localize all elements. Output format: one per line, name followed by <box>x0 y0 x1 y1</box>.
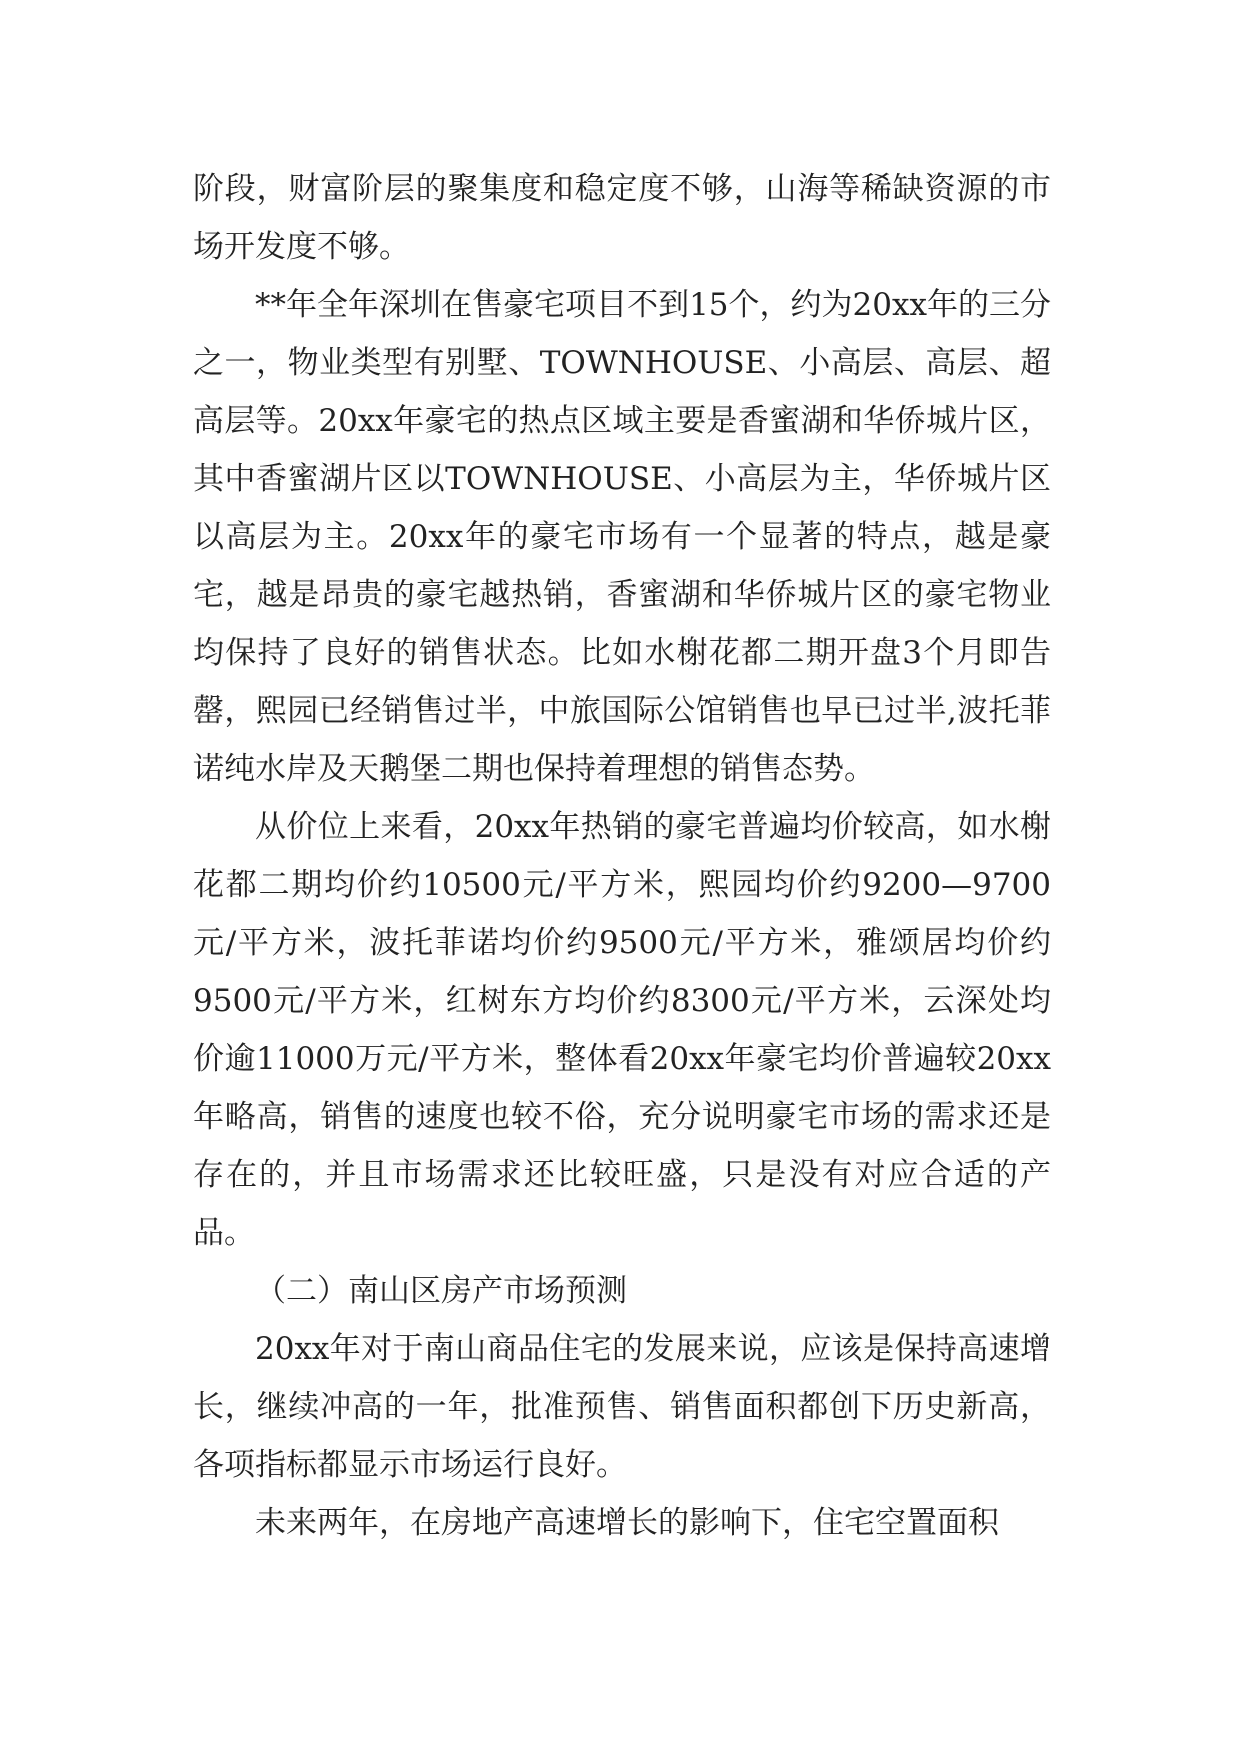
section-heading-nanshan-forecast: （二）南山区房产市场预测 <box>255 1273 627 1309</box>
paragraph-nanshan-growth: 20xx年对于南山商品住宅的发展来说，应该是保持高速增长，继续冲高的一年，批准预售、销售面积都创下历史新高，各项指标都显示市场运行良好。 <box>193 1331 1051 1483</box>
document-body <box>193 160 1051 1552</box>
paragraph-vacancy-outlook: 未来两年，在房地产高速增长的影响下，住宅空置面积 <box>255 1505 999 1541</box>
paragraph-luxury-projects: **年全年深圳在售豪宅项目不到15个，约为20xx年的三分之一，物业类型有别墅、TOWNHOUSE、小高层、高层、超高层等。20xx年豪宅的热点区域主要是香蜜湖和华侨城片区，其中香蜜湖片区以TOWNHOUSE、小高层为主，华侨城片区以高层为主。20xx年的豪宅市场有一个显著的特点，越是豪宅，越是昂贵的豪宅越热销，香蜜湖和华侨城片区的豪宅物业均保持了良好的销售状态。比如水榭花都二期开盘3个月即告罄，熙园已经销售过半，中旅国际公馆销售也早已过半,波托菲诺纯水岸及天鹅堡二期也保持着理想的销售态势。 <box>193 287 1051 787</box>
paragraph-price-levels: 从价位上来看，20xx年热销的豪宅普遍均价较高，如水榭花都二期均价约10500元/平方米，熙园均价约9200—9700元/平方米，波托菲诺均价约9500元/平方米，雅颂居均价约9500元/平方米，红树东方均价约8300元/平方米，云深处均价逾11000万元/平方米，整体看20xx年豪宅均价普遍较20xx年略高，销售的速度也较不俗，充分说明豪宅市场的需求还是存在的，并且市场需求还比较旺盛，只是没有对应合适的产品。 <box>193 809 1051 1251</box>
paragraph-wealth-stratum: 阶段，财富阶层的聚集度和稳定度不够，山海等稀缺资源的市场开发度不够。 <box>193 171 1051 265</box>
